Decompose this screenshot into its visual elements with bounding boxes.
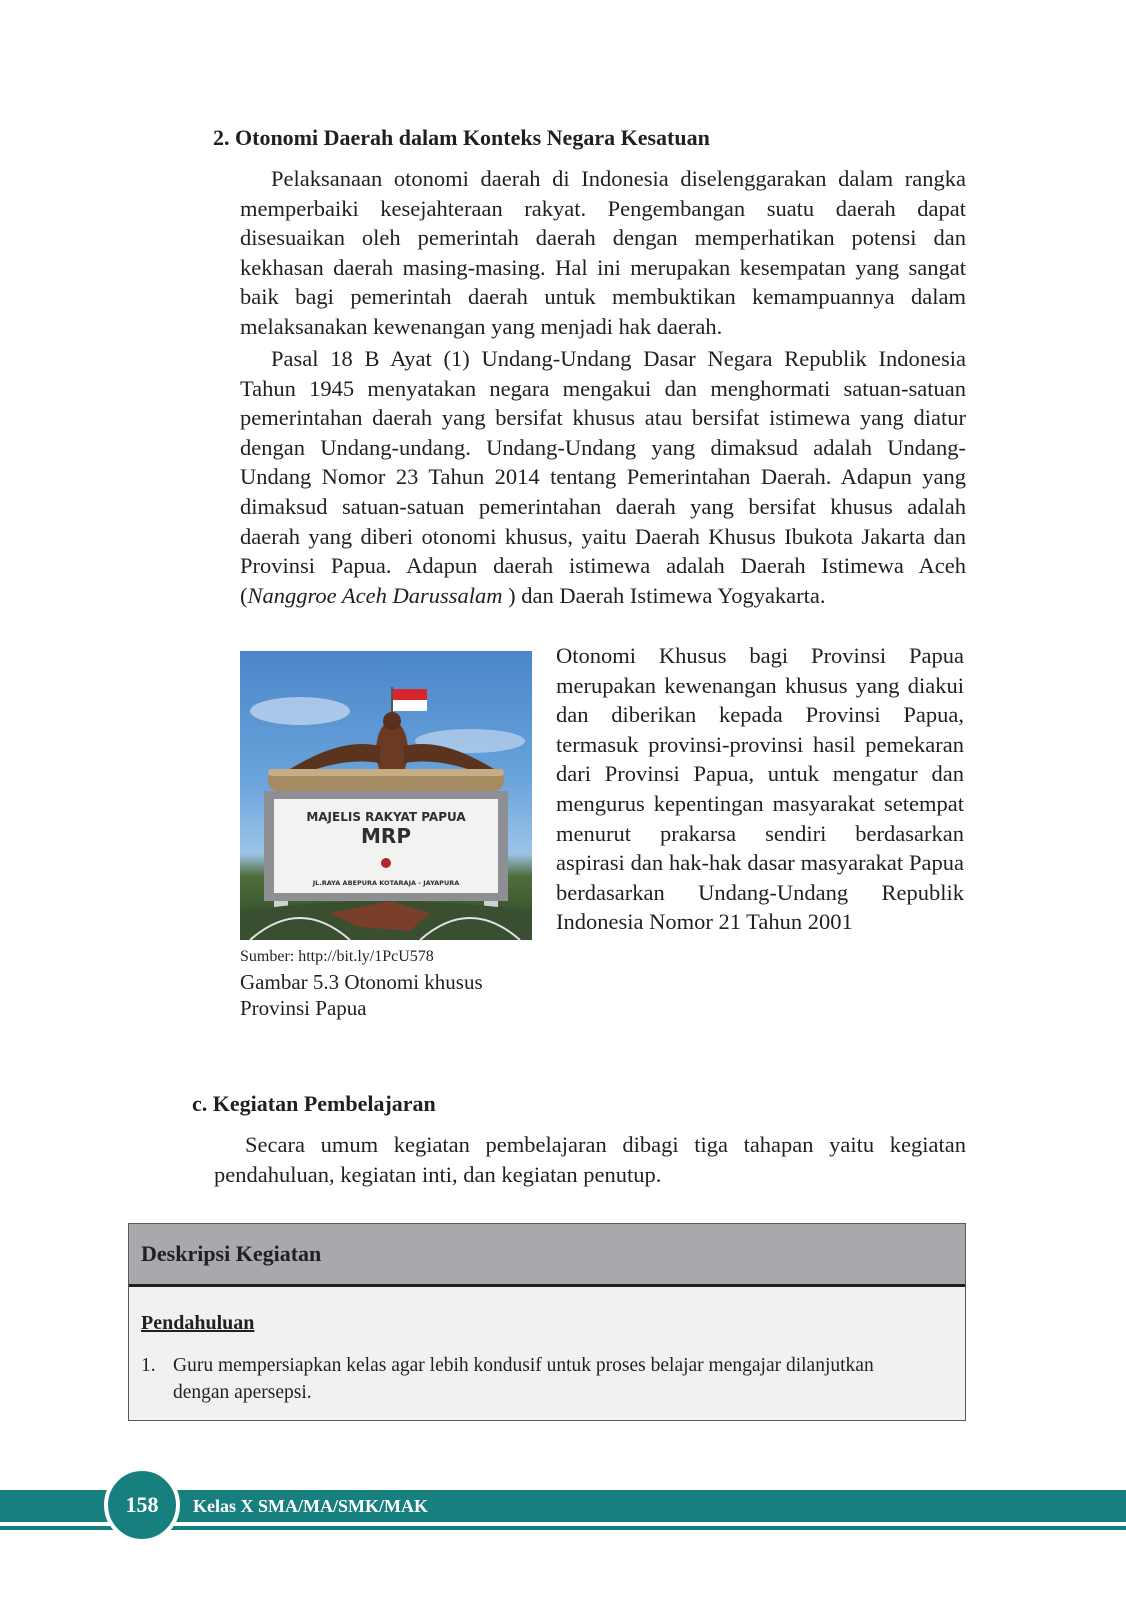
activity-item-number: 1. (141, 1355, 156, 1376)
sign-line-2: MRP (361, 824, 411, 848)
activity-table-header (129, 1224, 965, 1287)
page-number: 158 (125, 1492, 159, 1517)
section-heading: 2. Otonomi Daerah dalam Konteks Negara Kesatuan (213, 125, 710, 150)
activity-item-text: Guru mempersiapkan kelas agar lebih kondusif untuk proses belajar mengajar dilanjutkan dengan apersepsi. (173, 1355, 874, 1403)
activity-table-header-label: Deskripsi Kegiatan (141, 1241, 322, 1266)
italic-term: Nanggroe Aceh Darussalam (247, 582, 503, 608)
figure-source: Sumber: http://bit.ly/1PcU578 (240, 948, 434, 965)
sign-emblem (381, 858, 391, 868)
papua-mrp-photo (240, 651, 532, 940)
sign-line-3: JL.RAYA ABEPURA KOTARAJA - JAYAPURA (312, 879, 460, 887)
paragraph-1: Pelaksanaan otonomi daerah di Indonesia diselenggarakan dalam rangka memperbaiki kesejahteraan rakyat. Pengembangan suatu daerah dapat disesuaikan oleh pemerintah daerah dengan memperhatikan potensi dan kekhasan daerah masing-masing. Hal ini merupakan kesempatan yang sangat baik bagi pemerintah daerah untuk membuktikan kemampuannya dalam melaksanakan kewenangan yang menjadi hak daerah. (240, 166, 966, 339)
flag-red (393, 689, 427, 700)
flag-white (393, 700, 427, 711)
footer-label: Kelas X SMA/MA/SMK/MAK (193, 1496, 428, 1516)
mrp-monument-illustration (240, 651, 532, 940)
paragraph-3: Otonomi Khusus bagi Provinsi Papua merupakan kewenangan khusus yang diakui dan diberikan kepada Provinsi Papua, termasuk provinsi-provinsi hasil pemekaran dari Provinsi Papua, untuk mengatur dan mengurus kepentingan masyarakat setempat menurut prakarsa sendiri berdasarkan aspirasi dan hak-hak dasar masyarakat Papua berdasarkan Undang-Undang Republik Indonesia Nomor 21 Tahun 2001 (556, 643, 964, 935)
subsection-paragraph: Secara umum kegiatan pembelajaran dibagi tiga tahapan yaitu kegiatan pendahuluan, kegiatan inti, dan kegiatan penutup. (214, 1132, 966, 1187)
subsection-heading: c. Kegiatan Pembelajaran (192, 1091, 436, 1116)
paragraph-2: Pasal 18 B Ayat (1) Undang-Undang Dasar Negara Republik Indonesia Tahun 1945 menyatakan negara mengakui dan menghormati satuan-satuan pemerintahan daerah yang bersifat khusus atau bersifat istimewa yang diatur dengan Undang-undang. Undang-Undang yang dimaksud adalah Undang-Undang Nomor 23 Tahun 2014 tentang Pemerintahan Daerah. Adapun yang dimaksud satuan-satuan pemerintahan daerah yang bersifat khusus adalah daerah yang diberi otonomi khusus, yaitu Daerah Khusus Ibukota Jakarta dan Provinsi Papua. Adapun daerah istimewa adalah Daerah Istimewa Aceh (Nanggroe Aceh Darussalam ) dan Daerah Istimewa Yogyakarta. (240, 346, 966, 608)
activity-table (128, 1223, 966, 1421)
sign-line-1: MAJELIS RAKYAT PAPUA (306, 810, 466, 824)
activity-subheading: Pendahuluan (141, 1312, 255, 1334)
figure-caption: Gambar 5.3 Otonomi khusus Provinsi Papua (240, 970, 483, 1020)
